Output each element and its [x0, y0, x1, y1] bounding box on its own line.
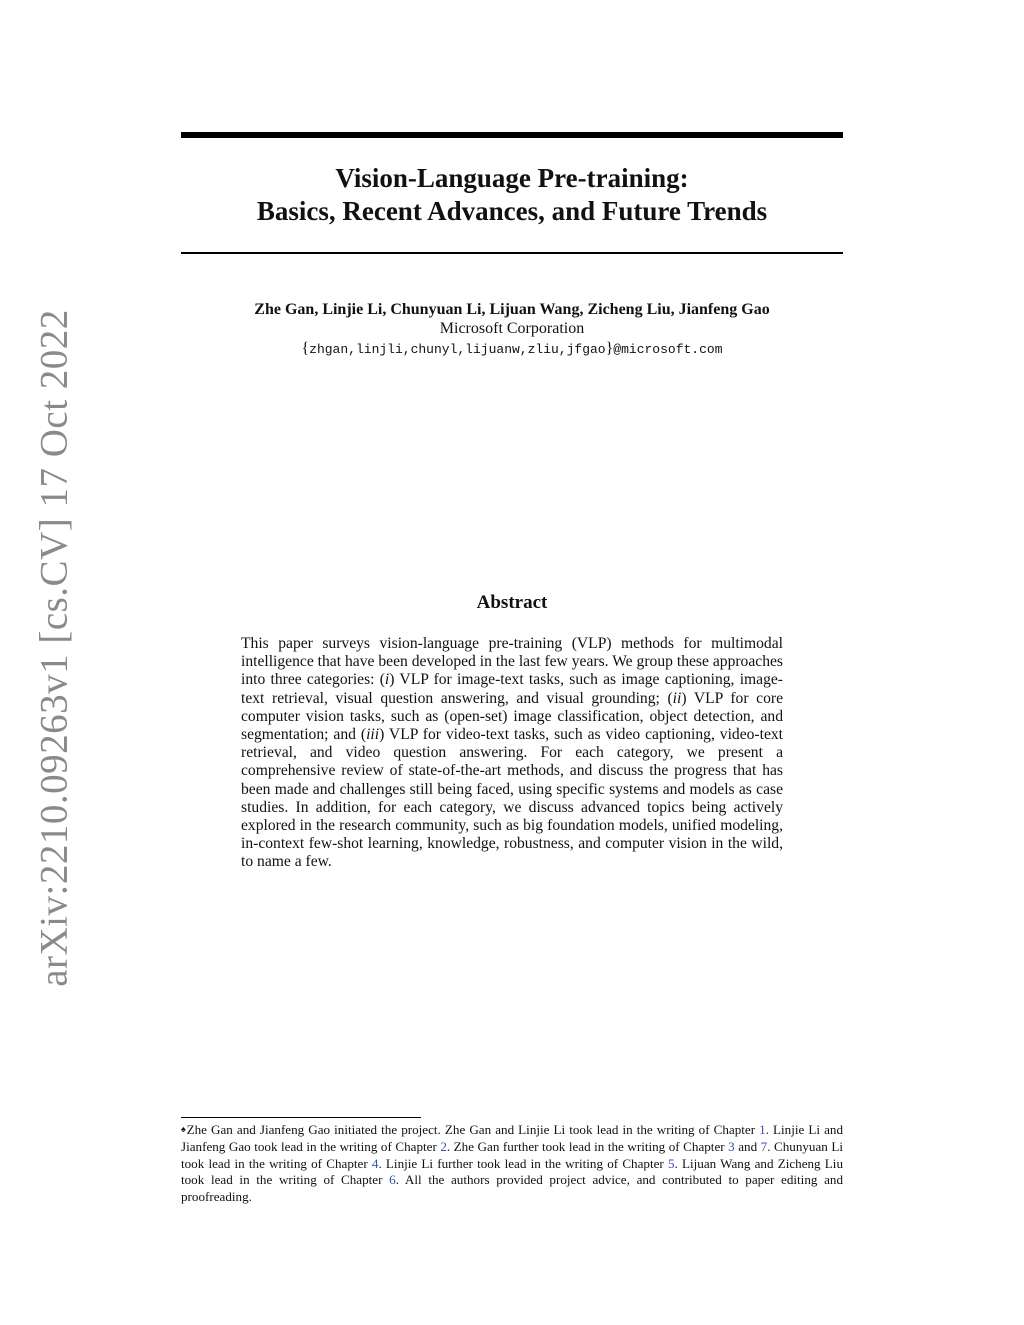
- footnote-rule: [181, 1117, 421, 1118]
- arxiv-identifier-stamp: arXiv:2210.09263v1 [cs.CV] 17 Oct 2022: [32, 309, 76, 987]
- footnote-text-part: . Chunyuan Li took lead in the writing of Chapter: [181, 1138, 843, 1171]
- chapter-ref-link[interactable]: 3: [728, 1138, 735, 1154]
- author-emails: [181, 338, 843, 361]
- title-top-rule: [181, 132, 843, 138]
- contribution-footnote: [181, 1122, 843, 1206]
- abstract-text-part: ) VLP for image-text tasks, such as image captioning, image-text retrieval, visual question answering, and visual grounding; (: [241, 671, 783, 707]
- footnote-text-part: Zhe Gan and Jianfeng Gao initiated the project. Zhe Gan and Linjie Li took lead in the writing of Chapter: [186, 1122, 760, 1137]
- abstract-numeral: ii: [672, 689, 682, 707]
- author-list: Zhe Gan, Linjie Li, Chunyuan Li, Lijuan Wang, Zicheng Liu, Jianfeng Gao: [254, 301, 770, 318]
- email-open-brace: {: [301, 340, 310, 357]
- affiliation: Microsoft Corporation: [439, 320, 585, 337]
- footnote-text-part: . Linjie Li further took lead in the writing of Chapter: [378, 1155, 668, 1171]
- email-domain: @microsoft.com: [613, 342, 723, 357]
- footnote-text-part: . All the authors provided project advice, and contributed to paper editing and proofreading.: [181, 1172, 843, 1205]
- abstract-text-part: This paper surveys vision-language pre-training (VLP) methods for multimodal intelligence that have been developed in the last few years. We group these approaches into three categories: (: [241, 635, 783, 689]
- paper-title-line-2: Basics, Recent Advances, and Future Trends: [256, 196, 768, 226]
- chapter-ref-link[interactable]: 5: [667, 1155, 675, 1171]
- abstract-text-part: ) VLP for video-text tasks, such as video captioning, video-text retrieval, and video question answering. For each category, we present a comprehensive review of state-of-the-art methods, and discuss the progress that has been made and challenges still being faced, using specific systems and models as case studies. In addition, for each category, we discuss advanced topics being actively explored in the research community, such as big foundation models, unified modeling, in-context few-shot learning, knowledge, robustness, and computer vision in the wild, to name a few.: [241, 726, 784, 871]
- footnote-text-part: and: [734, 1138, 761, 1154]
- chapter-ref-link[interactable]: 4: [371, 1155, 379, 1171]
- paper-title: [181, 162, 843, 228]
- footnote-text-part: . Linjie Li and Jianfeng Gao took lead in the writing of Chapter: [181, 1122, 843, 1154]
- spade-footnote-mark: ♠: [181, 1124, 187, 1134]
- email-usernames: zhgan,linjli,chunyl,lijuanw,zliu,jfgao: [309, 342, 606, 357]
- footnote-text-part: . Zhe Gan further took lead in the writing of Chapter: [446, 1138, 729, 1154]
- email-close-brace: }: [605, 340, 614, 357]
- title-bottom-rule: [181, 252, 843, 254]
- footnote-text-part: . Lijuan Wang and Zicheng Liu took lead in the writing of Chapter: [181, 1155, 843, 1188]
- abstract-text-part: ) VLP for core computer vision tasks, such as (open-set) image classification, object detection, and segmentation; and (: [241, 689, 783, 744]
- chapter-ref-link[interactable]: 2: [440, 1138, 447, 1154]
- paper-title-line-1: Vision-Language Pre-training:: [335, 163, 689, 193]
- abstract-text: [241, 635, 783, 872]
- abstract-heading: Abstract: [476, 592, 548, 613]
- abstract-numeral: iii: [366, 726, 380, 744]
- abstract-numeral: i: [384, 671, 390, 689]
- chapter-ref-link[interactable]: 1: [759, 1122, 766, 1137]
- chapter-ref-link[interactable]: 7: [760, 1138, 768, 1154]
- author-block: [181, 300, 843, 361]
- chapter-ref-link[interactable]: 6: [389, 1172, 396, 1188]
